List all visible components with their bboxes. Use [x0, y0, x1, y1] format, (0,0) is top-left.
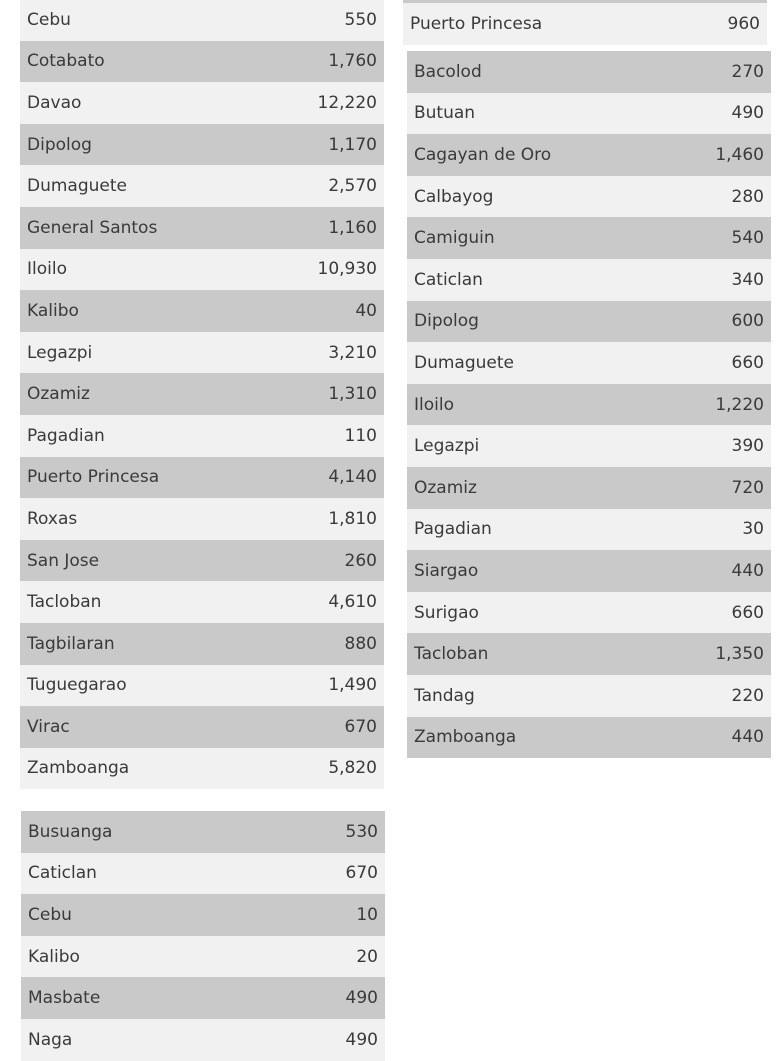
city-name: Cotabato [27, 51, 105, 72]
city-name: General Santos [27, 217, 158, 238]
table-row [20, 457, 384, 499]
table-row [407, 259, 771, 301]
count-value: 4,610 [328, 592, 377, 613]
count-value: 1,220 [715, 394, 764, 415]
count-value: 720 [731, 477, 764, 498]
city-name: Ozamiz [27, 384, 90, 405]
city-name: Puerto Princesa [410, 14, 543, 34]
city-name: Caticlan [28, 863, 97, 884]
count-value: 260 [344, 550, 377, 571]
table-right-top [403, 3, 767, 45]
table-left-top [20, 0, 384, 789]
count-value: 390 [731, 436, 764, 457]
city-name: Legazpi [414, 436, 480, 457]
table-row [407, 550, 771, 592]
table-row [407, 675, 771, 717]
table-row [21, 936, 385, 978]
table-row [20, 290, 384, 332]
city-name: Tacloban [414, 644, 489, 665]
city-name: Kalibo [27, 300, 79, 321]
count-value: 1,460 [715, 144, 764, 165]
table-row [20, 706, 384, 748]
table-row [20, 82, 384, 124]
count-value: 880 [344, 633, 377, 654]
table-row [407, 384, 771, 426]
table-row [407, 134, 771, 176]
city-name: Dumaguete [27, 176, 127, 197]
table-row [407, 176, 771, 218]
city-name: Busuanga [28, 821, 113, 842]
table-row [20, 0, 384, 41]
city-name: Legazpi [27, 342, 93, 363]
city-name: Siargao [414, 560, 479, 581]
city-name: Dipolog [27, 134, 92, 155]
count-value: 550 [344, 9, 377, 30]
count-value: 110 [344, 425, 377, 446]
city-name: Surigao [414, 602, 479, 623]
city-name: Cebu [27, 9, 71, 30]
table-row [21, 894, 385, 936]
count-value: 1,810 [328, 508, 377, 529]
city-name: Iloilo [27, 259, 67, 280]
city-name: Roxas [27, 508, 78, 529]
table-row [20, 623, 384, 665]
count-value: 1,170 [328, 134, 377, 155]
table-row [407, 633, 771, 675]
table-right-main [407, 51, 771, 758]
city-name: Ozamiz [414, 477, 477, 498]
table-row [20, 540, 384, 582]
count-value: 220 [731, 685, 764, 706]
count-value: 490 [731, 103, 764, 124]
city-name: San Jose [27, 550, 100, 571]
table-row [21, 811, 385, 853]
city-name: Dipolog [414, 311, 479, 332]
count-value: 3,210 [328, 342, 377, 363]
city-name: Davao [27, 92, 82, 113]
count-value: 1,350 [715, 644, 764, 665]
table-row [407, 93, 771, 135]
count-value: 20 [356, 946, 378, 967]
count-value: 2,570 [328, 176, 377, 197]
city-name: Calbayog [414, 186, 494, 207]
city-name: Iloilo [414, 394, 454, 415]
count-value: 10,930 [317, 259, 377, 280]
table-row [20, 498, 384, 540]
table-row [20, 748, 384, 790]
table-row [407, 301, 771, 343]
table-row [20, 165, 384, 207]
table-row [21, 977, 385, 1019]
table-row [20, 41, 384, 83]
count-value: 40 [355, 300, 377, 321]
count-value: 1,310 [328, 384, 377, 405]
table-row [407, 51, 771, 93]
table-row [407, 467, 771, 509]
city-name: Masbate [28, 988, 101, 1009]
count-value: 280 [731, 186, 764, 207]
count-value: 670 [344, 716, 377, 737]
count-value: 670 [345, 863, 378, 884]
count-value: 1,760 [328, 51, 377, 72]
table-row [407, 717, 771, 759]
count-value: 1,160 [328, 217, 377, 238]
table-row [20, 373, 384, 415]
city-name: Cebu [28, 904, 72, 925]
table-row [407, 592, 771, 634]
table-row [21, 853, 385, 895]
city-name: Pagadian [414, 519, 492, 540]
table-row [20, 581, 384, 623]
city-name: Cagayan de Oro [414, 144, 552, 165]
count-value: 960 [727, 14, 760, 34]
count-value: 490 [345, 988, 378, 1009]
count-value: 1,490 [328, 675, 377, 696]
count-value: 600 [731, 311, 764, 332]
table-row [403, 3, 767, 45]
city-name: Butuan [414, 103, 476, 124]
city-name: Virac [27, 716, 70, 737]
table-row [407, 509, 771, 551]
city-name: Zamboanga [27, 758, 130, 779]
table-row [407, 342, 771, 384]
city-name: Bacolod [414, 61, 482, 82]
city-name: Puerto Princesa [27, 467, 160, 488]
table-row [20, 124, 384, 166]
table-row [407, 217, 771, 259]
city-name: Dumaguete [414, 352, 514, 373]
table-row [20, 207, 384, 249]
count-value: 10 [356, 904, 378, 925]
table-row [407, 425, 771, 467]
count-value: 660 [731, 602, 764, 623]
table-row [20, 332, 384, 374]
count-value: 30 [742, 519, 764, 540]
city-name: Tacloban [27, 592, 102, 613]
count-value: 530 [345, 821, 378, 842]
count-value: 5,820 [328, 758, 377, 779]
city-name: Caticlan [414, 269, 483, 290]
count-value: 440 [731, 560, 764, 581]
city-name: Zamboanga [414, 727, 517, 748]
table-row [21, 1019, 385, 1061]
count-value: 270 [731, 61, 764, 82]
count-value: 490 [345, 1029, 378, 1050]
count-value: 440 [731, 727, 764, 748]
count-value: 4,140 [328, 467, 377, 488]
count-value: 12,220 [317, 92, 377, 113]
city-name: Naga [28, 1029, 73, 1050]
count-value: 660 [731, 352, 764, 373]
table-left-bottom [21, 811, 385, 1061]
count-value: 540 [731, 228, 764, 249]
city-name: Kalibo [28, 946, 80, 967]
table-row [20, 665, 384, 707]
city-name: Pagadian [27, 425, 105, 446]
city-name: Camiguin [414, 228, 495, 249]
table-row [20, 415, 384, 457]
city-name: Tandag [414, 685, 475, 706]
city-name: Tuguegarao [27, 675, 127, 696]
count-value: 340 [731, 269, 764, 290]
city-name: Tagbilaran [27, 633, 115, 654]
table-row [20, 249, 384, 291]
